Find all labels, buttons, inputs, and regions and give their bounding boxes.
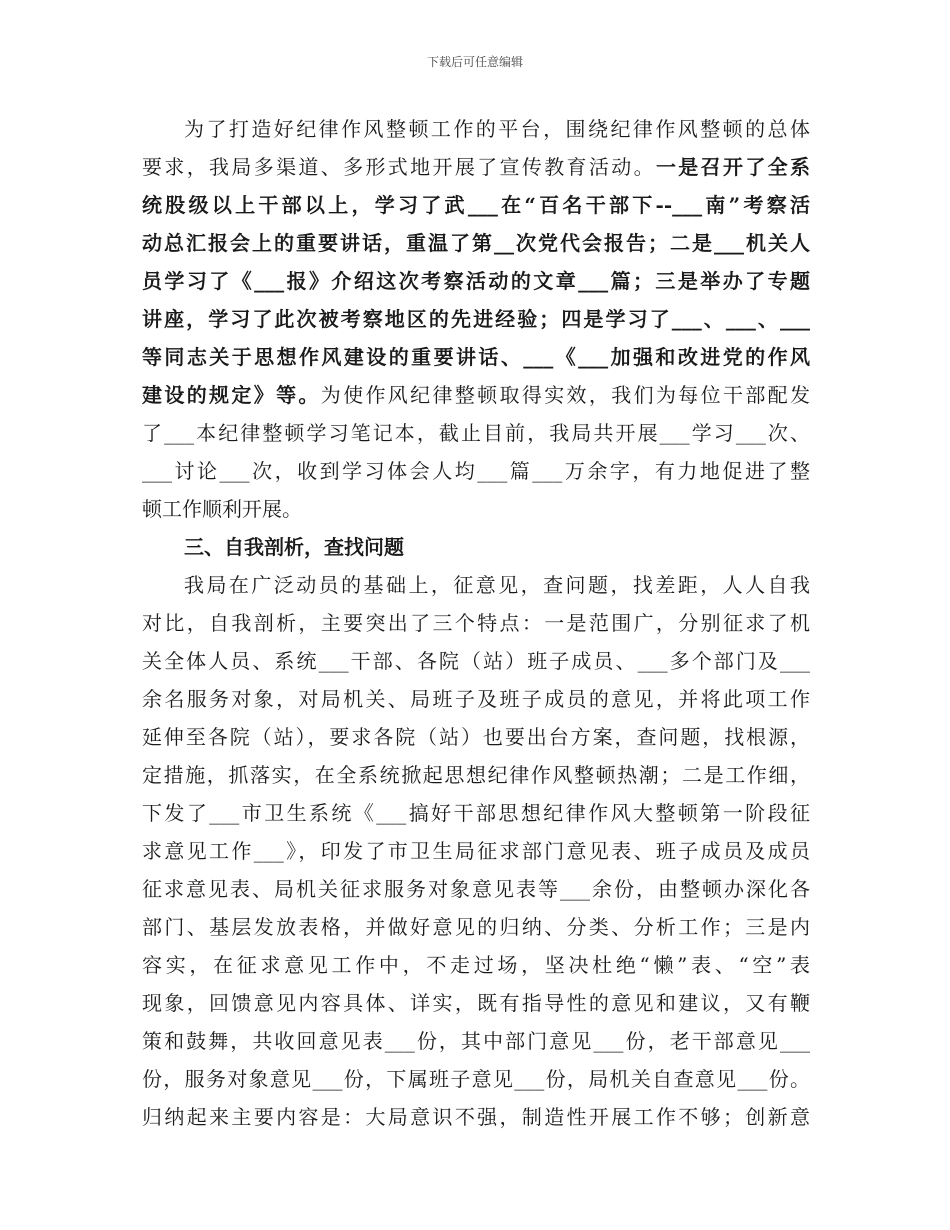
text-line: 等同志关于思想作风建设的重要讲话、___《___加强和改进党的作风 bbox=[142, 345, 810, 369]
text-line: 要求，我局多渠道、多形式地开展了宣传教育活动。一是召开了全系 bbox=[142, 155, 810, 179]
text-line: 了___本纪律整顿学习笔记本，截止目前，我局共开展___学习___次、 bbox=[142, 421, 810, 445]
text-line: 定措施，抓落实，在全系统掀起思想纪律作风整顿热潮；二是工作细， bbox=[142, 763, 810, 787]
text-line: 讲座，学习了此次被考察地区的先进经验；四是学习了___、___、___ bbox=[142, 307, 810, 331]
text-line: 动总汇报会上的重要讲话，重温了第__次党代会报告；二是___机关人 bbox=[142, 231, 810, 255]
document-body bbox=[142, 110, 810, 1136]
text-line: 延伸至各院（站），要求各院（站）也要出台方案，查问题，找根源， bbox=[142, 725, 810, 749]
text-line: 关全体人员、系统___干部、各院（站）班子成员、___多个部门及___ bbox=[142, 649, 810, 673]
text-line: 部门、基层发放表格，并做好意见的归纳、分类、分析工作；三是内 bbox=[142, 915, 810, 939]
text-line: 下发了___市卫生系统《___搞好干部思想纪律作风大整顿第一阶段征 bbox=[142, 801, 810, 825]
section-heading: 三、自我剖析，查找问题 bbox=[184, 535, 404, 559]
text-line: ___讨论___次，收到学习体会人均___篇___万余字，有力地促进了整 bbox=[142, 459, 810, 483]
page-header: 下载后可任意编辑 bbox=[426, 55, 523, 69]
text-line: 求意见工作___》，印发了市卫生局征求部门意见表、班子成员及成员 bbox=[142, 839, 810, 863]
text-line: 我局在广泛动员的基础上，征意见，查问题，找差距，人人自我 bbox=[184, 573, 810, 597]
text-line: 归纳起来主要内容是：大局意识不强，制造性开展工作不够；创新意 bbox=[142, 1105, 810, 1129]
text-line: 对比，自我剖析，主要突出了三个特点：一是范围广，分别征求了机 bbox=[142, 611, 810, 635]
text-line: 容实，在征求意见工作中，不走过场，坚决杜绝“懒”表、“空”表 bbox=[142, 953, 810, 977]
text-line: 份，服务对象意见___份，下属班子意见___份，局机关自查意见___份。 bbox=[142, 1067, 810, 1091]
text-line: 现象，回馈意见内容具体、详实，既有指导性的意见和建议，又有鞭 bbox=[142, 991, 810, 1015]
text-line: 策和鼓舞，共收回意见表___份，其中部门意见___份，老干部意见___ bbox=[142, 1029, 810, 1053]
text-line: 为了打造好纪律作风整顿工作的平台，围绕纪律作风整顿的总体 bbox=[184, 117, 810, 141]
text-line: 员学习了《___报》介绍这次考察活动的文章___篇；三是举办了专题 bbox=[142, 269, 810, 293]
text-line: 统股级以上干部以上，学习了武___在“百名干部下--___南”考察活 bbox=[142, 193, 810, 217]
text-line: 余名服务对象，对局机关、局班子及班子成员的意见，并将此项工作 bbox=[142, 687, 810, 711]
text-line: 建设的规定》等。为使作风纪律整顿取得实效，我们为每位干部配发 bbox=[142, 383, 810, 407]
text-line: 征求意见表、局机关征求服务对象意见表等___余份，由整顿办深化各 bbox=[142, 877, 810, 901]
text-line: 顿工作顺利开展。 bbox=[142, 497, 302, 521]
